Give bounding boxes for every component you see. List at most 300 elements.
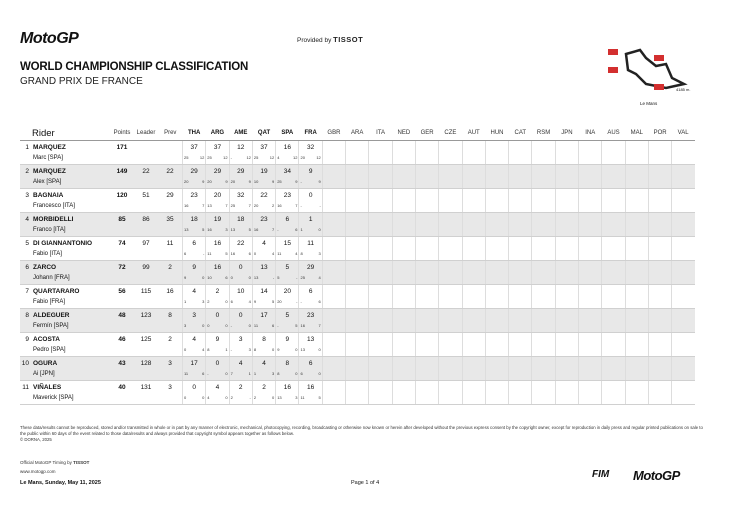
gp-cell-jpn [555, 381, 578, 405]
points-cell: 74 [110, 237, 134, 261]
gp-breakdown [184, 275, 204, 280]
provided-by-label: Provided by [297, 37, 332, 44]
gp-cell-ned [392, 357, 415, 381]
gp-cell-gbr [322, 165, 345, 189]
gp-cell-cze [439, 333, 462, 357]
gp-cell-ita [369, 213, 392, 237]
gp-cell-arg [206, 213, 229, 237]
gp-breakdown [231, 179, 251, 184]
gp-breakdown [300, 155, 320, 160]
race-points: 11 [277, 251, 282, 256]
page-number: Page 1 of 4 [351, 480, 380, 486]
gp-cell-tha [183, 333, 206, 357]
gp-cell-fra [299, 357, 322, 381]
gp-cell-ara [346, 261, 369, 285]
gp-cell-ned [392, 381, 415, 405]
race-points: 20 [230, 179, 236, 184]
gp-total: 19 [213, 216, 222, 223]
points-cell: 149 [110, 165, 134, 189]
gp-total: 3 [238, 336, 243, 343]
gp-cell-fra [299, 285, 322, 309]
gp-breakdown [254, 203, 274, 208]
motogp-logo-footer: MotoGP [633, 468, 680, 483]
col-gp-qat: QAT [252, 126, 275, 141]
gp-cell-hun [485, 189, 508, 213]
sprint-points: 9 [295, 179, 298, 184]
gp-cell-arg [206, 357, 229, 381]
website-link[interactable]: www.motogp.com [20, 469, 56, 474]
gp-cell-ina [579, 213, 602, 237]
gp-total: 32 [307, 144, 315, 151]
gp-breakdown [277, 251, 297, 256]
race-points: 8 [277, 371, 280, 376]
gp-cell-ger [415, 285, 438, 309]
gp-total: 0 [238, 264, 243, 271]
gp-cell-ara [346, 333, 369, 357]
gp-cell-aut [462, 285, 485, 309]
classification-table [20, 126, 695, 405]
gp-cell-mal [625, 141, 648, 165]
sprint-points: 3 [318, 251, 321, 256]
gp-cell-ame [229, 141, 252, 165]
gp-cell-cat [509, 285, 532, 309]
venue-date: Le Mans, Sunday, May 11, 2025 [20, 480, 101, 486]
gp-breakdown [277, 155, 297, 160]
gp-total: 0 [308, 192, 313, 199]
gp-breakdown [300, 251, 320, 256]
gp-total: 0 [215, 360, 220, 367]
sprint-points: 3 [271, 371, 275, 376]
leader-gap-cell: 22 [134, 165, 158, 189]
gp-total: 6 [192, 240, 196, 247]
sprint-points: 6 [295, 227, 298, 232]
gp-total: 5 [285, 264, 290, 271]
gp-cell-jpn [555, 165, 578, 189]
race-points: 25 [300, 275, 305, 280]
table-row [20, 213, 695, 237]
gp-cell-gbr [322, 309, 345, 333]
gp-cell-fra [299, 189, 322, 213]
gp-cell-ara [346, 141, 369, 165]
gp-breakdown [254, 227, 274, 232]
gp-cell-ara [346, 357, 369, 381]
sprint-points: 12 [223, 155, 228, 160]
race-points: 9 [253, 299, 257, 304]
rider-firstname: Fermín [SPA] [33, 323, 69, 329]
rider-cell [20, 357, 110, 381]
sprint-points: 0 [318, 371, 321, 376]
gp-cell-aus [602, 165, 625, 189]
gp-total: 23 [190, 192, 198, 199]
race-points: 11 [253, 323, 259, 328]
gp-cell-por [648, 333, 671, 357]
gp-cell-qat [252, 237, 275, 261]
sprint-points: 12 [246, 155, 251, 160]
table-row [20, 237, 695, 261]
gp-cell-val [672, 189, 695, 213]
gp-cell-ame [229, 237, 252, 261]
rider-surname: MARQUEZ [33, 144, 66, 151]
rider-firstname: Fabio [FRA] [33, 299, 66, 305]
sprint-points: 7 [202, 203, 205, 208]
gp-total: 17 [190, 360, 198, 367]
gp-cell-fra [299, 237, 322, 261]
gp-total: 13 [307, 336, 315, 343]
sprint-points: 6 [318, 299, 321, 304]
points-cell: 43 [110, 357, 134, 381]
gp-cell-hun [485, 285, 508, 309]
points-cell: 40 [110, 381, 134, 405]
gp-cell-gbr [322, 141, 345, 165]
race-points: 8 [253, 347, 257, 352]
prev-gap-cell: 2 [158, 261, 183, 285]
gp-total: 17 [260, 312, 268, 319]
gp-total: 9 [215, 336, 220, 343]
gp-cell-aus [602, 237, 625, 261]
gp-cell-ita [369, 141, 392, 165]
sprint-points: 5 [318, 395, 321, 400]
points-cell: 48 [110, 309, 134, 333]
prev-gap-cell: 11 [158, 237, 183, 261]
gp-cell-rsm [532, 141, 555, 165]
col-gp-ned: NED [392, 126, 415, 141]
prev-gap-cell: 3 [158, 381, 183, 405]
col-gp-cze: CZE [439, 126, 462, 141]
race-points: 16 [230, 251, 236, 256]
leader-gap-cell [134, 141, 158, 165]
gp-total: 4 [262, 240, 266, 247]
gp-breakdown [207, 179, 227, 184]
gp-breakdown [254, 371, 274, 376]
gp-cell-tha [183, 189, 206, 213]
sprint-points: 2 [271, 203, 275, 208]
col-gp-cat: CAT [509, 126, 532, 141]
gp-cell-fra [299, 165, 322, 189]
col-gp-ger: GER [415, 126, 438, 141]
page-subtitle: GRAND PRIX DE FRANCE [20, 76, 143, 87]
sprint-points: 0 [295, 347, 298, 352]
gp-total: 15 [283, 240, 291, 247]
rider-firstname: Fabio [ITA] [33, 251, 62, 257]
gp-total: 16 [213, 240, 222, 247]
gp-cell-por [648, 309, 671, 333]
gp-cell-ned [392, 261, 415, 285]
sprint-points: 0 [271, 395, 275, 400]
prev-gap-cell: 3 [158, 357, 183, 381]
sprint-points: 4 [202, 347, 205, 352]
gp-total: 4 [238, 360, 243, 367]
gp-breakdown [231, 347, 251, 352]
leader-gap-cell: 97 [134, 237, 158, 261]
gp-cell-jpn [555, 309, 578, 333]
race-points: 9 [184, 275, 187, 280]
rider-position: 2 [25, 168, 29, 175]
gp-cell-hun [485, 213, 508, 237]
gp-cell-mal [625, 213, 648, 237]
rider-firstname: Ai [JPN] [33, 371, 55, 377]
table-row [20, 189, 695, 213]
race-points: 1 [184, 299, 187, 304]
gp-breakdown [207, 299, 227, 304]
gp-total: 20 [213, 192, 222, 199]
race-points: 25 [277, 179, 282, 184]
race-points: 6 [184, 251, 187, 256]
gp-cell-mal [625, 189, 648, 213]
gp-cell-mal [625, 309, 648, 333]
gp-cell-ita [369, 309, 392, 333]
gp-cell-aus [602, 285, 625, 309]
gp-breakdown [277, 179, 297, 184]
gp-cell-ina [579, 189, 602, 213]
gp-cell-hun [485, 357, 508, 381]
rider-position: 5 [25, 240, 29, 247]
gp-cell-tha [183, 381, 206, 405]
motogp-logo: MotoGP [20, 30, 79, 47]
gp-breakdown [231, 299, 251, 304]
sprint-points: 0 [271, 347, 275, 352]
sprint-points: 4 [318, 275, 321, 280]
gp-cell-hun [485, 381, 508, 405]
race-points: 8 [207, 347, 210, 352]
sprint-points: 7 [248, 203, 251, 208]
gp-total: 23 [283, 192, 291, 199]
gp-total: 4 [192, 288, 196, 295]
gp-cell-spa [276, 213, 299, 237]
gp-cell-ned [392, 141, 415, 165]
gp-cell-qat [252, 285, 275, 309]
gp-cell-por [648, 141, 671, 165]
gp-total: 11 [307, 240, 314, 247]
gp-total: 18 [190, 216, 198, 223]
gp-total: 29 [190, 168, 198, 175]
table-row [20, 285, 695, 309]
gp-cell-aut [462, 381, 485, 405]
prev-gap-cell: 35 [158, 213, 183, 237]
timing-sponsor: TISSOT [73, 460, 90, 465]
rider-surname: ACOSTA [33, 336, 60, 343]
race-points: 20 [184, 179, 189, 184]
gp-breakdown [277, 227, 297, 232]
timing-label: Official MotoGP Timing by [20, 460, 72, 465]
gp-cell-aut [462, 333, 485, 357]
gp-cell-mal [625, 285, 648, 309]
race-points: 13 [230, 227, 236, 232]
rider-cell [20, 261, 110, 285]
gp-cell-rsm [532, 309, 555, 333]
col-gp-arg: ARG [206, 126, 229, 141]
race-points: 7 [230, 371, 233, 376]
sprint-points: 7 [295, 203, 298, 208]
gp-cell-hun [485, 261, 508, 285]
gp-cell-spa [276, 261, 299, 285]
rider-position: 10 [21, 360, 29, 367]
gp-total: 32 [237, 192, 245, 199]
gp-breakdown [184, 395, 204, 400]
gp-breakdown [300, 347, 320, 352]
gp-total: 4 [262, 360, 266, 367]
gp-cell-val [672, 357, 695, 381]
race-points: 2 [207, 299, 210, 304]
sprint-points: 5 [271, 299, 275, 304]
gp-cell-arg [206, 165, 229, 189]
table-row [20, 261, 695, 285]
gp-breakdown [231, 395, 251, 400]
gp-breakdown [207, 371, 227, 376]
rider-surname: OGURA [33, 360, 58, 367]
sprint-points: - [202, 251, 205, 256]
disclaimer [20, 425, 710, 444]
gp-total: 0 [238, 312, 243, 319]
sprint-points: 4 [271, 251, 275, 256]
sprint-points: 5 [202, 227, 205, 232]
race-points: 2 [230, 395, 233, 400]
gp-cell-rsm [532, 261, 555, 285]
race-points: 20 [300, 155, 305, 160]
gp-cell-val [672, 141, 695, 165]
table-row [20, 357, 695, 381]
col-gp-ame: AME [229, 126, 252, 141]
race-points: 20 [253, 203, 259, 208]
col-gp-gbr: GBR [322, 126, 345, 141]
gp-cell-ita [369, 261, 392, 285]
race-points: - [230, 155, 232, 160]
gp-cell-tha [183, 261, 206, 285]
gp-cell-aus [602, 333, 625, 357]
rider-surname: MORBIDELLI [33, 216, 74, 223]
gp-cell-ned [392, 309, 415, 333]
gp-cell-cze [439, 213, 462, 237]
col-gp-spa: SPA [276, 126, 299, 141]
race-points: 11 [207, 251, 212, 256]
gp-cell-jpn [555, 213, 578, 237]
gp-cell-fra [299, 309, 322, 333]
gp-breakdown [184, 251, 204, 256]
gp-cell-ger [415, 333, 438, 357]
gp-total: 22 [260, 192, 268, 199]
leader-gap-cell: 123 [134, 309, 158, 333]
gp-cell-ame [229, 213, 252, 237]
gp-total: 3 [192, 312, 196, 319]
race-points: 4 [277, 155, 280, 160]
gp-cell-arg [206, 189, 229, 213]
gp-breakdown [277, 323, 297, 328]
sprint-points: 5 [225, 251, 228, 256]
gp-total: 16 [213, 264, 222, 271]
race-points: - [207, 371, 209, 376]
sprint-points: 4 [248, 299, 251, 304]
rider-cell [20, 141, 110, 165]
race-points: 16 [253, 227, 259, 232]
gp-cell-jpn [555, 237, 578, 261]
gp-cell-hun [485, 309, 508, 333]
gp-breakdown [254, 179, 274, 184]
race-points: - [230, 347, 232, 352]
gp-cell-mal [625, 165, 648, 189]
race-points: 6 [300, 371, 303, 376]
gp-cell-ned [392, 333, 415, 357]
gp-breakdown [231, 227, 251, 232]
gp-cell-cat [509, 309, 532, 333]
gp-total: 2 [215, 288, 220, 295]
gp-breakdown [207, 251, 227, 256]
gp-total: 0 [215, 312, 220, 319]
gp-total: 6 [285, 216, 290, 223]
table-row [20, 333, 695, 357]
gp-cell-rsm [532, 165, 555, 189]
sprint-points: - [319, 203, 321, 208]
gp-cell-ger [415, 189, 438, 213]
copyright: © DORNA, 2025 [20, 437, 52, 443]
gp-cell-arg [206, 261, 229, 285]
gp-cell-jpn [555, 261, 578, 285]
gp-cell-spa [276, 357, 299, 381]
gp-cell-ned [392, 237, 415, 261]
gp-cell-ger [415, 381, 438, 405]
race-points: 20 [207, 179, 212, 184]
gp-cell-cat [509, 357, 532, 381]
race-points: 4 [207, 395, 210, 400]
race-points: 10 [207, 275, 212, 280]
col-gp-ita: ITA [369, 126, 392, 141]
gp-cell-rsm [532, 285, 555, 309]
disclaimer-text: These data/results cannot be reproduced, stored and/or transmitted in whole or in part by any manner of electronic, mechanical, photocopying, recording, broadcasting or otherwise now known or herein after developed without the previous express consent by the copyright owner, except for reproduction in daily press and regular printed publications on sale to the public within 60 days of the event related to those data/results and always provided that copyright symbol appears together as follows below. [20, 425, 703, 437]
sprint-points: 3 [202, 299, 205, 304]
gp-cell-ned [392, 189, 415, 213]
gp-cell-fra [299, 261, 322, 285]
gp-cell-jpn [555, 189, 578, 213]
gp-cell-tha [183, 141, 206, 165]
gp-cell-arg [206, 309, 229, 333]
gp-cell-cat [509, 165, 532, 189]
race-points: 11 [184, 371, 189, 376]
gp-breakdown [277, 347, 297, 352]
gp-cell-cze [439, 261, 462, 285]
gp-breakdown [254, 323, 274, 328]
gp-cell-por [648, 165, 671, 189]
sprint-points: 0 [248, 323, 251, 328]
gp-cell-ger [415, 141, 438, 165]
gp-cell-ger [415, 213, 438, 237]
rider-firstname: Francesco [ITA] [33, 203, 75, 209]
gp-total: 10 [237, 288, 245, 295]
gp-cell-mal [625, 333, 648, 357]
sprint-points: 0 [295, 371, 298, 376]
gp-cell-ara [346, 189, 369, 213]
gp-cell-jpn [555, 141, 578, 165]
col-gp-mal: MAL [625, 126, 648, 141]
gp-cell-jpn [555, 333, 578, 357]
table-row [20, 381, 695, 405]
gp-cell-arg [206, 381, 229, 405]
gp-cell-por [648, 189, 671, 213]
gp-cell-ita [369, 285, 392, 309]
sprint-points: 12 [199, 155, 205, 160]
sprint-points: - [272, 275, 275, 280]
sprint-points: 9 [248, 179, 251, 184]
race-points: 0 [184, 347, 187, 352]
gp-cell-ara [346, 165, 369, 189]
rider-surname: ALDEGUER [33, 312, 70, 319]
race-points: - [300, 179, 302, 184]
col-gp-tha: THA [183, 126, 206, 141]
gp-cell-hun [485, 165, 508, 189]
race-points: 0 [230, 275, 233, 280]
gp-cell-ita [369, 333, 392, 357]
prev-gap-cell: 29 [158, 189, 183, 213]
gp-cell-ita [369, 165, 392, 189]
gp-cell-ara [346, 381, 369, 405]
page-title: WORLD CHAMPIONSHIP CLASSIFICATION [20, 61, 249, 73]
